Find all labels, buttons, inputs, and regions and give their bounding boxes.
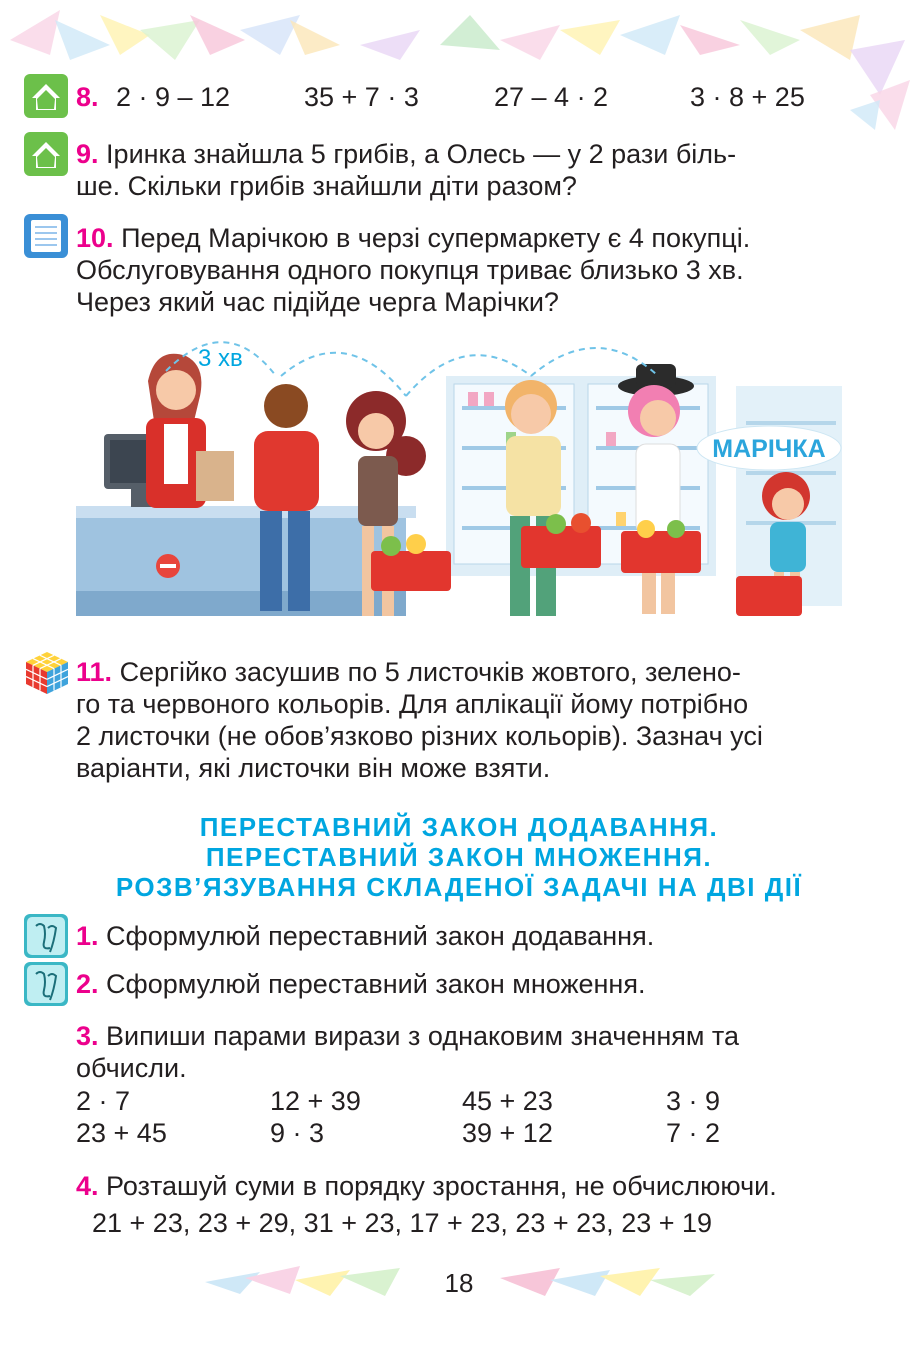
marichka-label: МАРІЧКА [712, 435, 826, 463]
task-11-line-2: го та червоного кольорів. Для аплікації йому потрібно [76, 689, 749, 719]
expression: 3 · 9 [666, 1086, 721, 1116]
task-8-expression: 35 + 7 · 3 [304, 82, 419, 112]
task-11-line-3: 2 листочки (не обов’язково різних кольорів). Зазнач усі [76, 721, 763, 751]
task-10-line-1: 10. Перед Марічкою в черзі супермаркету є 4 покупці. [76, 223, 751, 253]
question-4-number: 4. [76, 1171, 99, 1201]
task-9-number: 9. [76, 139, 99, 169]
question-1: 1. Сформулюй переставний закон додавання. [76, 921, 655, 951]
question-2: 2. Сформулюй переставний закон множення. [76, 969, 646, 999]
home-icon [24, 74, 68, 118]
task-10-number: 10. [76, 223, 114, 253]
home-icon [24, 132, 68, 176]
question-3-line-1: 3. Випиши парами вирази з однаковим значенням та [76, 1021, 740, 1051]
task-8-expression: 3 · 8 + 25 [690, 82, 805, 112]
task-8-number: 8. [76, 82, 99, 112]
decorative-top-border [0, 0, 918, 140]
sums-list: 21 + 23, 23 + 29, 31 + 23, 17 + 23, 23 + 23, 23 + 19 [92, 1208, 713, 1238]
section-heading-line-3: РОЗВ’ЯЗУВАННЯ СКЛАДЕНОЇ ЗАДАЧІ НА ДВІ ДІЇ [115, 872, 803, 902]
task-9-line-2: ше. Скільки грибів знайшли діти разом? [76, 171, 577, 201]
task-11-line-1: 11. Сергійко засушив по 5 листочків жовтого, зелено- [76, 657, 741, 687]
section-heading-line-1: ПЕРЕСТАВНИЙ ЗАКОН ДОДАВАННЯ. [199, 812, 719, 842]
task-11-number: 11. [76, 657, 113, 687]
task-8-expression: 27 – 4 · 2 [494, 82, 609, 112]
question-2-number: 2. [76, 969, 99, 999]
oral-task-icon [24, 914, 68, 958]
question-3-line-2: обчисли. [76, 1053, 187, 1083]
page-number: 18 [444, 1268, 474, 1298]
question-3-number: 3. [76, 1021, 99, 1051]
question-4: 4. Розташуй суми в порядку зростання, не обчислюючи. [76, 1171, 777, 1201]
section-heading-line-2: ПЕРЕСТАВНИЙ ЗАКОН МНОЖЕННЯ. [205, 842, 713, 872]
task-9-line-1: 9. Іринка знайшла 5 грибів, а Олесь — у 2 рази біль- [76, 139, 737, 169]
expression: 39 + 12 [462, 1118, 553, 1148]
expression: 2 · 7 [76, 1086, 131, 1116]
task-10-line-2: Обслуговування одного покупця триває близько 3 хв. [76, 255, 744, 285]
task-10 [76, 222, 842, 318]
notebook-icon [24, 214, 68, 258]
task-11 [76, 656, 842, 784]
task-10-line-3: Через який час підійде черга Марічки? [76, 287, 559, 317]
expression: 45 + 23 [462, 1086, 553, 1116]
task-8-expression: 2 · 9 – 12 [116, 82, 231, 112]
rubik-cube-icon [24, 650, 70, 696]
supermarket-queue-illustration [76, 326, 842, 636]
oral-task-icon [24, 962, 68, 1006]
task-9 [76, 138, 842, 202]
expression: 7 · 2 [666, 1118, 721, 1148]
expression: 23 + 45 [76, 1118, 167, 1148]
time-label: 3 хв [198, 345, 243, 372]
expression: 9 · 3 [270, 1118, 325, 1148]
task-11-line-4: варіанти, які листочки він може взяти. [76, 753, 551, 783]
question-3 [76, 1020, 842, 1084]
question-1-number: 1. [76, 921, 99, 951]
expression: 12 + 39 [270, 1086, 361, 1116]
section-heading [76, 812, 842, 902]
